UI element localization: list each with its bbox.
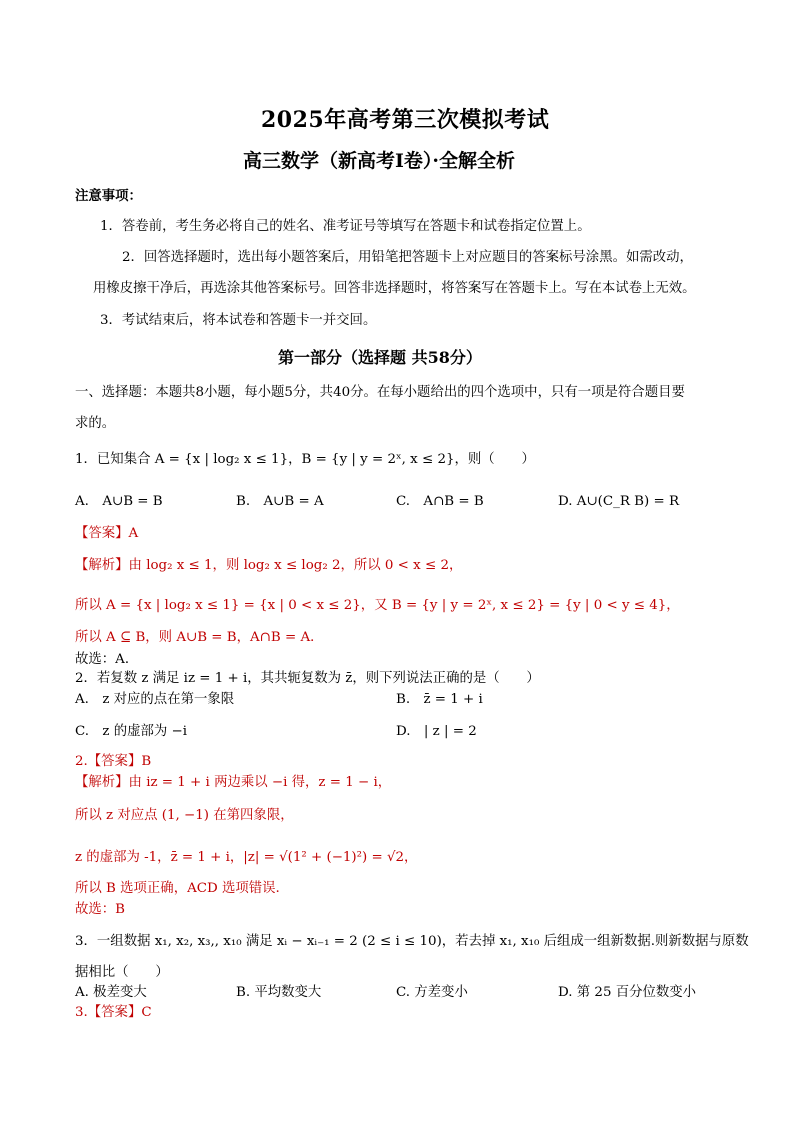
question-1-option-c: C. A∩B = B bbox=[396, 494, 484, 509]
question-1-option-d: D. A∪(C_R B) = R bbox=[558, 494, 680, 509]
question-1-answer: 【答案】A bbox=[75, 526, 139, 541]
notice-item-3: 3．考试结束后，将本试卷和答题卡一并交回。 bbox=[100, 313, 377, 328]
question-1-choice: 故选：A． bbox=[75, 652, 139, 667]
notice-heading: 注意事项： bbox=[75, 188, 142, 204]
section-heading: 第一部分（选择题 共58分） bbox=[278, 348, 482, 367]
question-1-analysis-3: 所以 A ⊆ B，则 A∪B = B，A∩B = A． bbox=[75, 630, 324, 645]
question-2-option-b: B. z̄ = 1 + i bbox=[396, 692, 483, 707]
question-2-option-c: C. z 的虚部为 −i bbox=[75, 724, 188, 739]
question-2-analysis-3: z 的虚部为 -1，z̄ = 1 + i，|z| = √(1² + (−1)²) = √2， bbox=[75, 850, 418, 865]
question-2-choice: 故选：B bbox=[75, 902, 126, 917]
question-1-option-b: B. A∪B = A bbox=[236, 494, 324, 509]
notice-item-1: 1．答卷前，考生务必将自己的姓名、准考证号等填写在答题卡和试卷指定位置上。 bbox=[100, 219, 591, 234]
notice-item-2a: 2．回答选择题时，选出每小题答案后，用铅笔把答题卡上对应题目的答案标号涂黑。如需改动， bbox=[122, 250, 693, 265]
page-title: 2025年高考第三次模拟考试 bbox=[261, 107, 550, 133]
question-3-answer: 3.【答案】C bbox=[75, 1005, 152, 1020]
question-3-option-a: A. 极差变大 bbox=[75, 985, 147, 1000]
question-3-option-b: B. 平均数变大 bbox=[236, 985, 322, 1000]
notice-item-2b: 用橡皮擦干净后，再选涂其他答案标号。回答非选择题时，将答案写在答题卡上。写在本试卷上无效。 bbox=[93, 281, 696, 296]
question-1-analysis-1: 【解析】由 log₂ x ≤ 1，则 log₂ x ≤ log₂ 2，所以 0 < x ≤ 2， bbox=[75, 558, 463, 573]
question-2-analysis-4: 所以 B 选项正确，ACD 选项错误. bbox=[75, 881, 280, 896]
section-intro-a: 一、选择题：本题共8小题，每小题5分，共40分。在每小题给出的四个选项中，只有一项是符合题目要 bbox=[75, 385, 685, 400]
question-2-option-d: D. | z | = 2 bbox=[396, 724, 477, 739]
page-subtitle: 高三数学（新高考Ⅰ卷）·全解全析 bbox=[243, 150, 516, 172]
question-3-option-d: D. 第 25 百分位数变小 bbox=[558, 985, 697, 1000]
question-1-stem: 1．已知集合 A = {x | log₂ x ≤ 1}，B = {y | y = 2ˣ, x ≤ 2}，则（ ） bbox=[75, 452, 535, 467]
question-1-analysis-2: 所以 A = {x | log₂ x ≤ 1} = {x | 0 < x ≤ 2}，又 B = {y | y = 2ˣ, x ≤ 2} = {y | 0 < y ≤ 4}， bbox=[75, 598, 680, 613]
question-2-option-a: A. z 对应的点在第一象限 bbox=[75, 692, 235, 707]
question-2-analysis-1: 【解析】由 iz = 1 + i 两边乘以 −i 得，z = 1 − i， bbox=[75, 775, 392, 790]
question-2-answer: 2.【答案】B bbox=[75, 754, 152, 769]
question-3-stem-a: 3．一组数据 x₁, x₂, x₃,, x₁₀ 满足 xᵢ − xᵢ₋₁ = 2 (2 ≤ i ≤ 10)，若去掉 x₁, x₁₀ 后组成一组新数据.则新数据与原数 bbox=[75, 934, 749, 949]
question-1-option-a: A. A∪B = B bbox=[75, 494, 163, 509]
question-2-analysis-2: 所以 z 对应点 (1, −1) 在第四象限， bbox=[75, 808, 294, 823]
question-3-option-c: C. 方差变小 bbox=[396, 985, 468, 1000]
question-2-stem: 2．若复数 z 满足 iz = 1 + i，其共轭复数为 z̄，则下列说法正确的是（ ） bbox=[75, 671, 540, 686]
section-intro-b: 求的。 bbox=[75, 416, 116, 431]
question-3-stem-b: 据相比（ ） bbox=[75, 965, 169, 980]
